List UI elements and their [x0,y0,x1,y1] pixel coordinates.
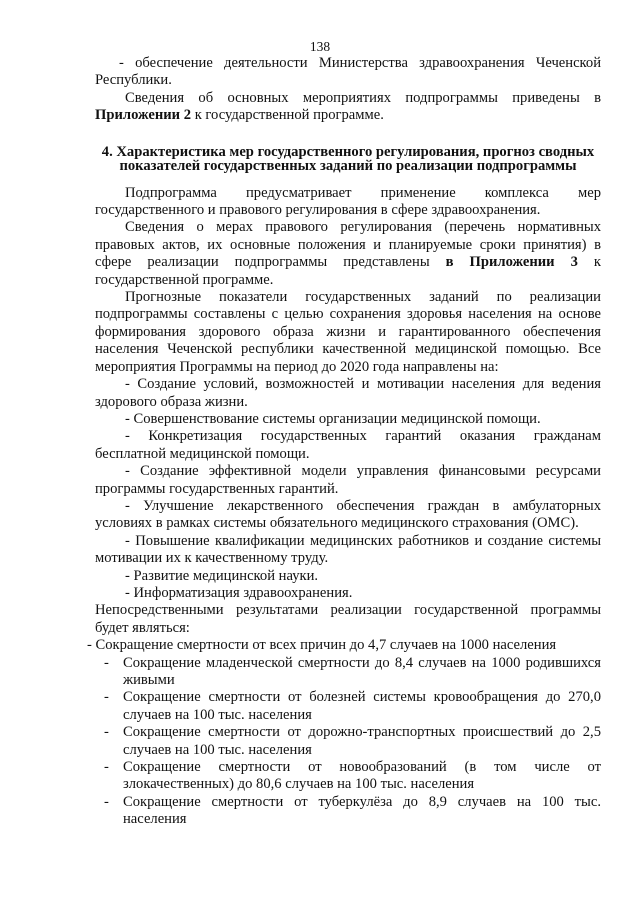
dash-marker: - [104,793,109,810]
page-content [87,55,601,829]
paragraph-1: Подпрограмма предусматривает применение комплекса мер государственного и правового регулирования в сфере здравоохранения. [95,184,601,219]
text-span: Сведения о мерах правового регулирования (перечень нормативных правовых актов, их основные положения и планируемые сроки принятия) в сфере реализации подпрограммы представлены [95,219,601,271]
top-result: - Сокращение смертности от всех причин до 4,7 случаев на 1000 населения [87,637,557,654]
list-item-text: Сокращение смертности от дорожно-транспортных происшествий до 2,5 случаев на 100 тыс. населения [123,724,601,758]
section-heading: 4. Характеристика мер государственного регулирования, прогноз сводных показателей государственных заданий по реализации подпрограммы [101,143,595,174]
text-span: к государственной программе. [191,107,384,124]
paragraph-3: Прогнозные показатели государственных заданий по реализации подпрограммы составлены с целью сохранения здоровья населения на основе формирования здорового образа жизни и гарантированного обеспечения населения Чеченской республики качественной медицинской помощью. Все мероприятия Программы на период до 2020 года направлены на: [95,289,601,375]
text-line-appendix-2 [95,90,601,125]
paragraph-2 [95,219,601,289]
dash-marker: - [104,724,109,741]
direction-item: - Информатизация здравоохранения. [125,584,353,601]
results-list [95,655,601,829]
direction-item: - Конкретизация государственных гарантий оказания гражданам бесплатной медицинской помощи. [95,428,601,462]
direction-item: - Улучшение лекарственного обеспечения граждан в амбулаторных условиях в рамках системы обязательного медицинского страхования (ОМС). [95,497,601,532]
text-span: к государственной программе. [95,254,601,288]
dash-marker: - [104,759,109,776]
dash-marker: - [104,654,109,671]
direction-item: - Совершенствование системы организации медицинской помощи. [125,410,541,427]
direction-item: - Развитие медицинской науки. [125,567,319,584]
list-item-text: Сокращение младенческой смертности до 8,4 случаев на 1000 родившихся живыми [123,654,601,688]
text-span: Сведения об основных мероприятиях подпрограммы приведены в [125,89,601,106]
spacer [95,173,601,185]
list-item-text: Сокращение смертности от новообразований (в том числе от злокачественных) до 80,6 случаев на 100 тыс. населения [123,759,601,793]
list-item [95,724,601,759]
page-number: 138 [309,39,331,54]
appendix-2-ref: Приложении 2 [95,107,192,124]
direction-item: - Создание условий, возможностей и мотивации населения для ведения здорового образа жизни. [95,376,601,410]
results-intro: Непосредственными результатами реализации государственной программы будет являться: [95,602,601,636]
list-item [95,759,601,794]
list-item-text: Сокращение смертности от туберкулёза до 8,9 случаев на 100 тыс. населения [123,793,601,828]
list-item-text: Сокращение смертности от болезней системы кровообращения до 270,0 случаев на 100 тыс. населения [123,689,601,723]
text-line-ministry: - обеспечение деятельности Министерства здравоохранения Чеченской Республики. [95,55,601,89]
appendix-3-ref: в Приложении 3 [445,254,578,271]
dash-marker: - [104,689,109,706]
list-item [95,689,601,724]
direction-item: - Создание эффективной модели управления финансовыми ресурсами программы государственных гарантий. [95,463,601,497]
list-item [95,655,601,690]
list-item [95,794,601,829]
direction-item: - Повышение квалификации медицинских работников и создание системы мотивации их к качественному труду. [95,532,601,567]
